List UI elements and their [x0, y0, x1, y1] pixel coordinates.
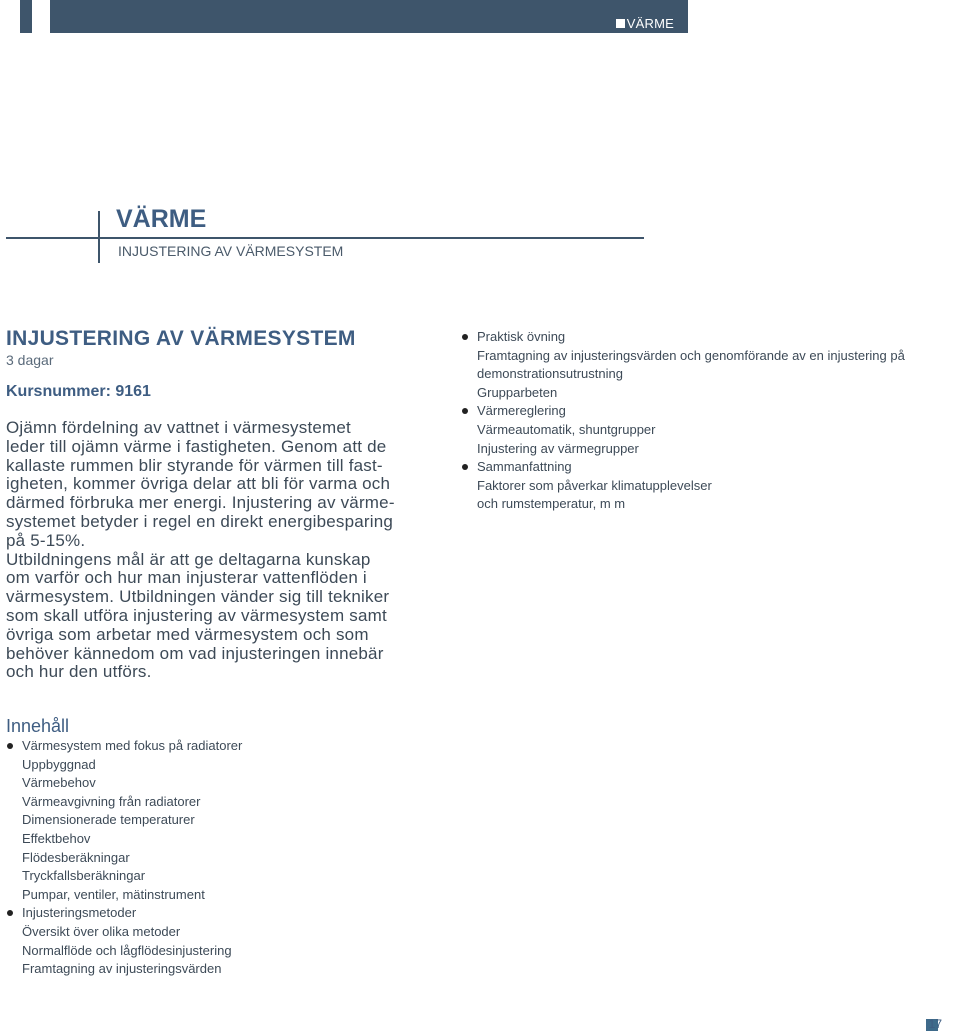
course-title: INJUSTERING AV VÄRMESYSTEM — [6, 327, 356, 350]
list-item: demonstrationsutrustning — [477, 366, 623, 382]
description-line: leder till ojämn värme i fastigheten. Genom att de — [6, 436, 387, 456]
list-item: Värmeautomatik, shuntgrupper — [477, 421, 656, 437]
section-tag — [616, 16, 674, 31]
description-line: som skall utföra injustering av värmesystem samt — [6, 605, 387, 625]
list-item: Dimensionerade temperaturer — [22, 812, 195, 828]
description-line: och hur den utförs. — [6, 662, 152, 682]
list-item: Flödesberäkningar — [22, 849, 130, 865]
list-item: Faktorer som påverkar klimatupplevelser — [477, 477, 712, 493]
description-line: värmesystem. Utbildningen vänder sig till tekniker — [6, 587, 390, 607]
list-item: Framtagning av injusteringsvärden — [22, 961, 222, 977]
list-item: Värmebehov — [22, 775, 96, 791]
header-stripe-small — [20, 0, 32, 33]
description-line: Ojämn fördelning av vattnet i värmesystemet — [6, 418, 351, 437]
list-item: Pumpar, ventiler, mätinstrument — [22, 886, 205, 902]
list-topic: Värmereglering — [461, 402, 931, 421]
description-line: behöver kännedom om vad injusteringen innebär — [6, 643, 384, 663]
square-icon — [616, 19, 625, 28]
description-line: systemet betyder i regel en direkt energibesparing — [6, 511, 394, 531]
list-item: Uppbyggnad — [22, 756, 96, 772]
contents-list-left — [6, 737, 446, 979]
description-line: övriga som arbetar med värmesystem och som — [6, 624, 369, 644]
contents-heading: Innehåll — [6, 716, 70, 736]
description-line: kallaste rummen blir styrande för värmen till fast- — [6, 455, 383, 475]
course-number: Kursnummer: 9161 — [6, 383, 151, 400]
description-line: om varför och hur man injusterar vattenflöden i — [6, 568, 367, 588]
section-title: VÄRME — [116, 205, 207, 233]
list-item: och rumstemperatur, m m — [477, 496, 626, 512]
section-subtitle: INJUSTERING AV VÄRMESYSTEM — [118, 243, 344, 259]
section-divider-vertical — [98, 211, 100, 263]
list-item: Tryckfallsberäkningar — [22, 868, 146, 884]
list-item: Effektbehov — [22, 830, 91, 846]
description-line: Utbildningens mål är att ge deltagarna kunskap — [6, 549, 371, 569]
list-topic: Värmesystem med fokus på radiatorer — [6, 737, 446, 756]
list-item: Framtagning av injusteringsvärden och genomförande av en injustering på — [477, 347, 905, 363]
section-divider-horizontal — [6, 237, 644, 239]
description-line: därmed förbruka mer energi. Injustering av värme- — [6, 493, 395, 513]
header-bar — [50, 0, 688, 33]
list-item: Översikt över olika metoder — [22, 923, 181, 939]
list-item: Normalflöde och lågflödesinjustering — [22, 942, 232, 958]
list-item: Grupparbeten — [477, 384, 558, 400]
course-duration: 3 dagar — [6, 352, 54, 368]
description-line: på 5-15%. — [6, 530, 86, 550]
section-tag-label: VÄRME — [626, 16, 674, 31]
list-item: Värmeavgivning från radiatorer — [22, 793, 201, 809]
course-description — [6, 419, 446, 682]
list-topic: Injusteringsmetoder — [6, 904, 446, 923]
list-topic: Sammanfattning — [461, 458, 931, 477]
list-topic: Praktisk övning — [461, 328, 931, 347]
list-item: Injustering av värmegrupper — [477, 440, 639, 456]
description-line: igheten, kommer övriga delar att bli för varma och — [6, 474, 391, 494]
contents-list-right — [461, 328, 931, 514]
page-number: 17 — [928, 1017, 942, 1031]
